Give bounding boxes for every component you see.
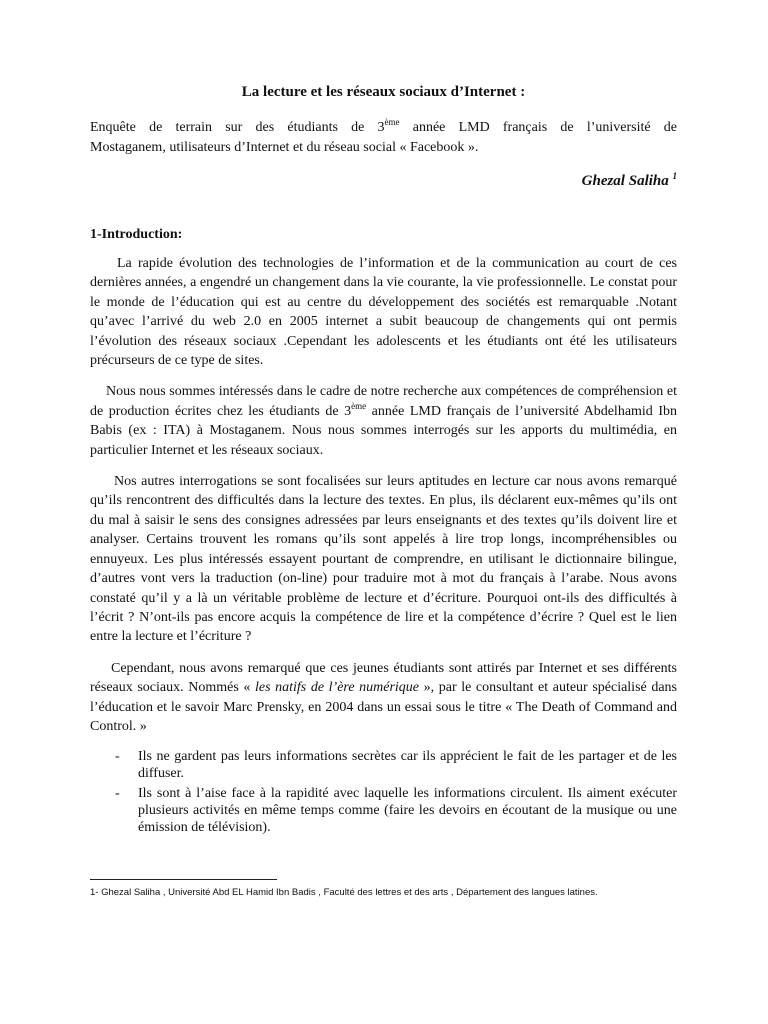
document-page (90, 84, 677, 839)
list-item (90, 785, 677, 836)
subtitle-line-2: Mostaganem, utilisateurs d’Internet et du réseau social « Facebook ». (90, 140, 479, 155)
footnote-divider (90, 879, 277, 880)
paragraph-2-text-1: Nous nous sommes intéressés dans le cadre de notre recherche aux compétences de compréhension et de production écrites chez les étudiants de 3 (90, 384, 677, 419)
list-item (90, 748, 677, 782)
list-item-text: Ils ne gardent pas leurs informations secrètes car ils apprécient le fait de les partager et de les diffuser. (138, 749, 677, 782)
paragraph-2 (90, 382, 677, 460)
bullet-dash: - (115, 749, 120, 765)
paragraph-3: Nos autres interrogations se sont focalisées sur leurs aptitudes en lecture car nous avons remarqué qu’ils rencontrent des difficultés dans la lecture des textes. En plus, ils déclarent eux-mêmes qu’ils ont du mal à saisir le sens des consignes adressées par leurs enseignants et des textes qu’ils doivent lire et analyser. Certains trouvent les romans qu’ils sont appelés à lire trop longs, incompréhensibles ou ennuyeux. Les plus intéressés essayent pourtant de comprendre, en utilisant le dictionnaire bilingue, d’autres vont vers la traduction (on-line) pour traduire mot à mot du français à l’arabe. Nous avons constaté qu’il y a là un véritable problème de lecture et d’écriture. Pourquoi ont-ils des difficultés à l’écrit ? N’ont-ils pas encore acquis la compétence de lire et la compétence d’écrire ? Quel est le lien entre la lecture et l’écriture ? (90, 474, 677, 645)
author-footnote-marker: 1 (672, 171, 677, 181)
paragraph-4-text-1: Cependant, nous avons remarqué que ces jeunes étudiants sont attirés par Internet et ses différents réseaux sociaux. Nommés « (90, 660, 677, 696)
paragraph-4-italic: les natifs de l’ère numérique (254, 680, 420, 696)
bullet-list (90, 748, 677, 836)
subtitle-text-1: Enquête de terrain sur des étudiants de 3 (90, 120, 385, 135)
subtitle-superscript: ème (384, 117, 400, 127)
author-name: Ghezal Saliha (581, 173, 673, 189)
document-title: La lecture et les réseaux sociaux d’Internet : (241, 84, 526, 100)
subtitle-line-1 (90, 118, 677, 138)
paragraph-2-superscript: ème (351, 400, 367, 411)
subtitle-text-2: année LMD français de l’université de (399, 120, 677, 135)
document-subtitle (90, 118, 677, 158)
paragraph-2-text-2: année LMD français de l’université Abdelhamid Ibn Babis (ex : ITA) à Mostaganem. Nous nous sommes interrogés sur les apports du multimédia, en particulier Internet et les réseaux sociaux. (90, 403, 678, 458)
footnote: 1- Ghezal Saliha , Université Abd EL Hamid Ibn Badis , Faculté des lettres et des arts , Département des langues latines. (90, 887, 598, 898)
author-line (90, 173, 677, 190)
bullet-dash: - (115, 786, 120, 802)
paragraph-1: La rapide évolution des technologies de l’information et de la communication au court de ces dernières années, a engendré un changement dans la vie courante, la vie professionnelle. Le constat pour le monde de l’éducation qui est au centre du développement des sociétés est remarquable .Notant qu’avec l’arrivé du web 2.0 en 2005 internet a subit beaucoup de changements qui ont permis l’évolution des réseaux sociaux .Cependant les adolescents et les étudiants ont été les utilisateurs précurseurs de ce type de sites. (90, 256, 677, 369)
list-item-text: Ils sont à l’aise face à la rapidité avec laquelle les informations circulent. Ils aiment exécuter plusieurs activités en même temps comme (faire les devoirs en écoutant de la musique ou une émission de télévision). (138, 786, 677, 836)
section-heading: 1-Introduction: (90, 227, 183, 242)
paragraph-4 (90, 659, 677, 737)
paragraph-4-text-2: », par le consultant et auteur spécialisé dans l’éducation et le savoir Marc Prensky, en 2004 dans un essai sous le titre « The Death of Command and Control. » (90, 680, 677, 734)
